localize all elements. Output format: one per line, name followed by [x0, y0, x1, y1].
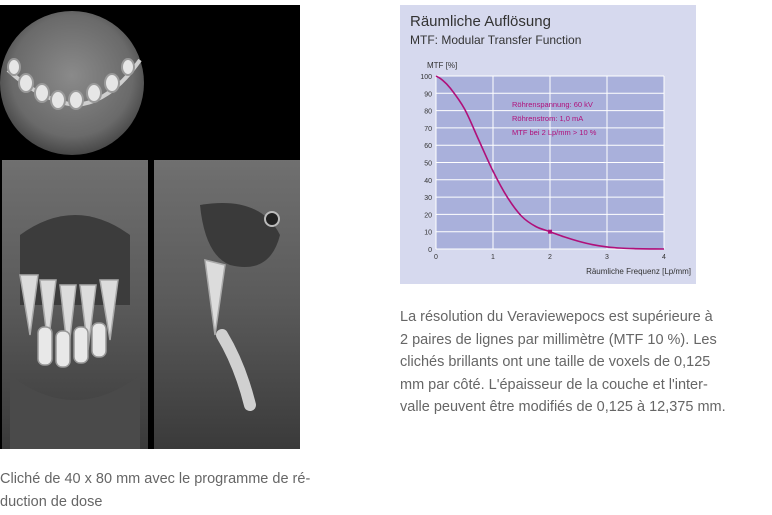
- x-tick-label: 2: [548, 254, 552, 261]
- y-tick-label: 0: [428, 247, 432, 254]
- x-tick-label: 1: [491, 254, 495, 261]
- x-tick-label: 0: [434, 254, 438, 261]
- y-tick-label: 40: [424, 177, 432, 185]
- chart-annotation: Röhrenspannung: 60 kV: [512, 100, 593, 109]
- x-tick-label: 3: [605, 254, 609, 261]
- y-tick-label: 70: [424, 125, 432, 133]
- y-tick-label: 20: [424, 212, 432, 220]
- paragraph-line: 2 paires de lignes par millimètre (MTF 10 %). Les: [400, 331, 717, 348]
- y-tick-label: 30: [424, 195, 432, 203]
- chart-subtitle: MTF: Modular Transfer Function: [410, 33, 582, 47]
- ct-scan-drawing: [0, 5, 300, 449]
- ct-scan-image: [0, 5, 300, 449]
- ct-caption: [0, 468, 360, 514]
- paragraph-line: mm par côté. L'épaisseur de la couche et l'inter-: [400, 376, 708, 393]
- mtf-chart: [400, 5, 696, 284]
- mtf-marker: [548, 230, 552, 234]
- y-tick-label: 80: [424, 108, 432, 116]
- y-tick-label: 90: [424, 91, 432, 99]
- caption-line: duction de dose: [0, 494, 103, 510]
- x-tick-label: 4: [662, 254, 666, 261]
- sagittal-view: [154, 158, 300, 449]
- y-axis-label: MTF [%]: [427, 61, 458, 70]
- mtf-chart-svg: [400, 5, 696, 284]
- y-tick-label: 100: [420, 74, 432, 81]
- y-tick-label: 10: [424, 229, 432, 237]
- y-tick-label: 50: [424, 160, 432, 168]
- paragraph-line: La résolution du Veraviewepocs est supérieure à: [400, 309, 713, 325]
- paragraph-line: clichés brillants ont une taille de voxels de 0,125: [400, 354, 711, 370]
- x-axis-label: Räumliche Frequenz [Lp/mm]: [586, 267, 691, 276]
- y-tick-label: 60: [424, 143, 432, 151]
- chart-annotation: Röhrenstrom: 1,0 mA: [512, 114, 584, 123]
- chart-annotation: MTF bei 2 Lp/mm > 10 %: [512, 128, 597, 137]
- chart-title: Räumliche Auflösung: [410, 13, 551, 30]
- paragraph-line: valle peuvent être modifiés de 0,125 à 12,375 mm.: [400, 399, 726, 415]
- resolution-paragraph: [400, 306, 772, 419]
- caption-line: Cliché de 40 x 80 mm avec le programme de ré-: [0, 471, 311, 487]
